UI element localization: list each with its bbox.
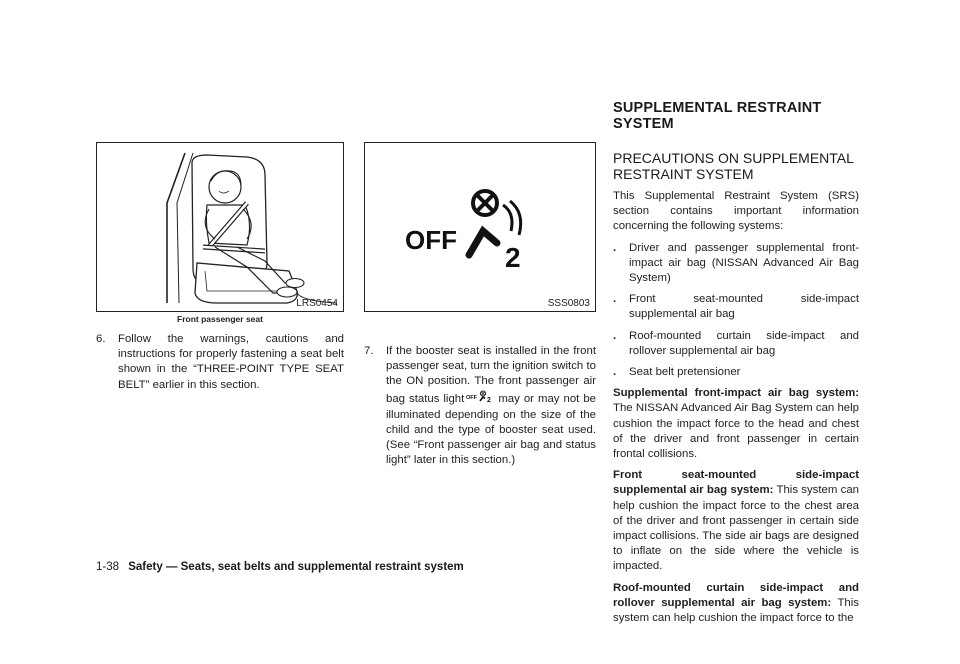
step-text	[386, 344, 596, 469]
step-text-part-b: may or may not be illuminated depending on the size of the child and the type of booster seat used. (See “Front passenger air bag and status light” later in this section.)	[386, 392, 596, 467]
step-number: 6.	[96, 333, 106, 345]
footer-title: Safety — Seats, seat belts and supplemental restraint system	[128, 561, 464, 573]
figure-code: LRS0454	[296, 298, 338, 309]
list-item: . Driver and passenger supplemental front-impact air bag (NISSAN Advanced Air Bag System)	[613, 241, 859, 287]
airbag-status-light-icon	[466, 390, 496, 408]
bullet-dot: .	[613, 241, 617, 254]
airbag-off-indicator-icon	[365, 143, 595, 311]
page-footer	[96, 561, 464, 573]
side-impact-paragraph	[613, 468, 859, 574]
step-text-part-a: If the booster seat is installed in the front passenger seat, turn the ignition switch to the ON position. The front passenger air bag status light	[386, 345, 596, 405]
paragraph-text: The NISSAN Advanced Air Bag System can help cushion the impact force to the head and chest of the driver and front passenger in certain frontal collisions.	[613, 402, 859, 461]
step-6	[96, 332, 344, 393]
icon-off-label: OFF	[466, 394, 478, 401]
intro-paragraph: This Supplemental Restraint System (SRS) section contains important information concerning the following systems:	[613, 190, 859, 233]
list-item: . Seat belt pretensioner	[613, 365, 859, 380]
paragraph-lead: Roof-mounted curtain side-impact and rollover supplemental air bag system:	[613, 581, 859, 609]
paragraph-lead: Supplemental front-impact air bag system:	[613, 387, 859, 400]
airbag-off-indicator-figure	[364, 142, 596, 312]
srs-section	[613, 100, 859, 632]
child-booster-seat-illustration	[97, 143, 343, 311]
list-item: . Roof-mounted curtain side-impact and rollover supplemental air bag	[613, 329, 859, 359]
paragraph-lead: Front seat-mounted side-impact supplemental air bag system:	[613, 469, 859, 497]
page-number: 1-38	[96, 561, 120, 573]
curtain-paragraph	[613, 581, 859, 627]
bullet-dot: .	[613, 293, 617, 306]
booster-seat-figure	[96, 142, 344, 312]
off-label: OFF	[405, 225, 457, 255]
figure-caption: Front passenger seat	[177, 314, 263, 324]
step-text: Follow the warnings, cautions and instructions for properly fastening a seat belt shown in the “THREE-POINT TYPE SEAT BELT” earlier in this section.	[118, 333, 344, 391]
step-7	[364, 344, 596, 469]
subsection-title: PRECAUTIONS ON SUPPLEMENTAL RESTRAINT SYSTEM	[613, 150, 854, 182]
section-title: SUPPLEMENTAL RESTRAINT SYSTEM	[613, 100, 822, 132]
list-item: . Front seat-mounted side-impact supplemental air bag	[613, 292, 859, 322]
icon-digit-label: 2	[487, 396, 492, 403]
figure-code: SSS0803	[547, 298, 590, 309]
paragraph-text: This system can help cushion the impact force to the	[613, 596, 859, 625]
bullet-dot: .	[613, 366, 617, 379]
front-impact-paragraph	[613, 386, 859, 462]
airbag-digit-label: 2	[505, 242, 521, 273]
paragraph-text: This system can help cushion the impact force to the chest area of the driver and front passenger in certain side impact collisions. The side air bags are designed to inflate on the side where the vehicle is impacted.	[613, 484, 859, 573]
step-number: 7.	[364, 345, 374, 357]
bullet-dot: .	[613, 329, 617, 342]
